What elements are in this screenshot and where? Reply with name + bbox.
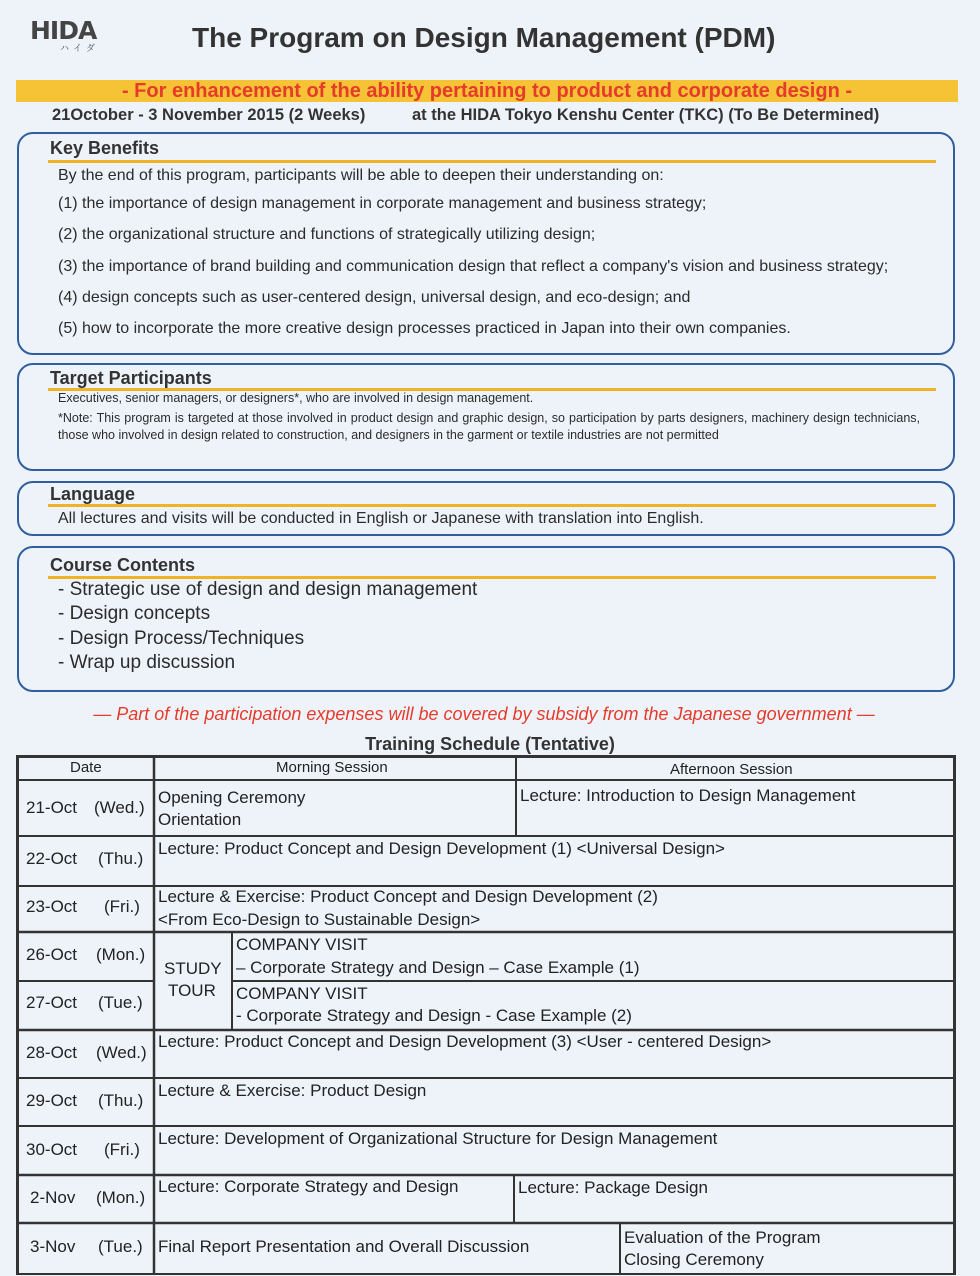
row-day: (Mon.)	[96, 945, 146, 964]
session-text: Lecture: Introduction to Design Management	[520, 786, 856, 805]
row-day: (Mon.)	[96, 1188, 146, 1207]
study-tour-label: STUDY	[164, 959, 222, 978]
row-date: 21-Oct	[26, 798, 78, 817]
session-text: COMPANY VISIT	[236, 984, 368, 1003]
session-text: Opening Ceremony	[158, 788, 306, 807]
benefit-item: (2) the organizational structure and functions of strategically utilizing design;	[58, 226, 596, 243]
row-date: 3-Nov	[30, 1237, 76, 1256]
page-title: The Program on Design Management (PDM)	[192, 22, 776, 53]
row-date: 29-Oct	[26, 1091, 78, 1110]
row-date: 22-Oct	[26, 849, 78, 868]
row-day: (Fri.)	[104, 897, 140, 916]
row-day: (Tue.)	[98, 993, 143, 1012]
course-item: - Wrap up discussion	[58, 652, 236, 673]
session-text: - Corporate Strategy and Design - Case Example (2)	[236, 1006, 632, 1025]
session-text: <From Eco-Design to Sustainable Design>	[158, 910, 481, 929]
session-text: COMPANY VISIT	[236, 935, 368, 954]
language-rule	[48, 504, 936, 507]
benefit-item: (4) design concepts such as user-centered design, universal design, and eco-design; and	[58, 289, 691, 306]
logo-kana: ハイダ	[60, 44, 100, 54]
course-contents-title: Course Contents	[50, 555, 196, 575]
session-text: Lecture: Corporate Strategy and Design	[158, 1177, 459, 1196]
benefit-item: (5) how to incorporate the more creative design processes practiced in Japan into their own companies.	[58, 320, 791, 337]
key-benefits-title: Key Benefits	[50, 138, 160, 158]
session-text: – Corporate Strategy and Design – Case Example (1)	[236, 958, 640, 977]
study-tour-label: TOUR	[168, 981, 216, 1000]
session-text: Orientation	[158, 810, 242, 829]
key-benefits-intro: By the end of this program, participants will be able to deepen their understanding on:	[58, 167, 664, 184]
row-date: 28-Oct	[26, 1043, 78, 1062]
row-day: (Tue.)	[98, 1237, 143, 1256]
course-item: - Strategic use of design and design management	[58, 579, 478, 600]
target-note: *Note: This program is targeted at those involved in product design and graphic design, so participation by parts designers, machinery design technicians, those who involved in design related to construction, and designers in the garment or textile industries are not permitted	[58, 411, 920, 442]
row-day: (Thu.)	[98, 849, 144, 868]
row-date: 27-Oct	[26, 993, 78, 1012]
program-venue: at the HIDA Tokyo Kenshu Center (TKC) (To Be Determined)	[412, 106, 880, 124]
session-text: Lecture: Development of Organizational Structure for Design Management	[158, 1129, 718, 1148]
session-text: Evaluation of the Program	[624, 1228, 821, 1247]
row-date: 26-Oct	[26, 945, 78, 964]
session-text: Lecture: Package Design	[518, 1178, 708, 1197]
course-item: - Design Process/Techniques	[58, 628, 305, 649]
key-benefits-rule	[48, 160, 936, 163]
logo-text: HIDA	[30, 16, 97, 45]
subsidy-note: — Part of the participation expenses will be covered by subsidy from the Japanese government —	[93, 704, 875, 724]
session-text: Lecture: Product Concept and Design Development (3) <User - centered Design>	[158, 1032, 772, 1051]
benefit-item: (1) the importance of design management in corporate management and business strategy;	[58, 195, 707, 212]
target-line: Executives, senior managers, or designers*, who are involved in design management.	[58, 391, 534, 405]
row-day: (Thu.)	[98, 1091, 144, 1110]
header-morning: Morning Session	[276, 759, 388, 776]
banner-text: - For enhancement of the ability pertaining to product and corporate design -	[121, 80, 853, 102]
session-text: Closing Ceremony	[624, 1250, 764, 1269]
row-day: (Wed.)	[94, 798, 145, 817]
header-afternoon: Afternoon Session	[670, 761, 793, 778]
course-item: - Design concepts	[58, 603, 211, 624]
header-date: Date	[70, 759, 102, 776]
session-text: Final Report Presentation and Overall Discussion	[158, 1237, 530, 1256]
program-dates: 21October - 3 November 2015 (2 Weeks)	[52, 106, 366, 124]
language-title: Language	[50, 484, 136, 504]
session-text: Lecture & Exercise: Product Concept and Design Development (2)	[158, 887, 658, 906]
schedule-table	[16, 755, 956, 1275]
session-text: Lecture & Exercise: Product Design	[158, 1081, 427, 1100]
hida-logo	[30, 18, 112, 58]
row-date: 30-Oct	[26, 1140, 78, 1159]
session-text: Lecture: Product Concept and Design Development (1) <Universal Design>	[158, 839, 725, 858]
language-text: All lectures and visits will be conducted in English or Japanese with translation into English.	[58, 510, 704, 527]
target-participants-title: Target Participants	[50, 368, 212, 388]
row-date: 2-Nov	[30, 1188, 76, 1207]
row-day: (Wed.)	[96, 1043, 147, 1062]
row-day: (Fri.)	[104, 1140, 140, 1159]
schedule-title: Training Schedule (Tentative)	[365, 734, 615, 754]
benefit-item: (3) the importance of brand building and communication design that reflect a company's vision and business strategy;	[58, 258, 889, 275]
row-date: 23-Oct	[26, 897, 78, 916]
